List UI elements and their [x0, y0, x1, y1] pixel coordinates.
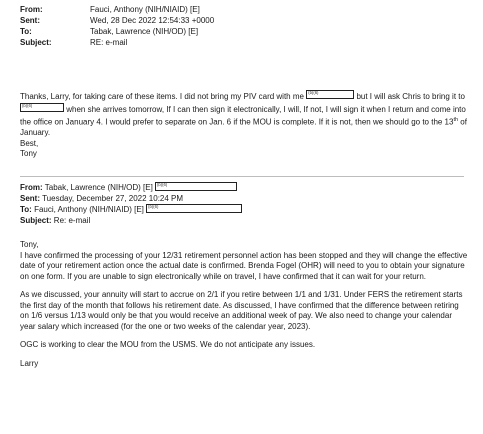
subject-value: RE: e-mail	[90, 38, 128, 47]
reply-text-5: not, I will sign it when I return and come into the office on January 4. I would prefer to separate on Jan.	[20, 104, 466, 127]
reply-text-6: 6 if the MOU is complete. If it is not, then we should go to the 13	[226, 117, 454, 127]
redaction-box	[20, 103, 64, 112]
header-subject-row	[20, 216, 242, 227]
sent-label: Sent:	[20, 193, 40, 203]
sent-value: Wed, 28 Dec 2022 12:54:33 +0000	[90, 16, 215, 25]
paragraph-1: I have confirmed the processing of your 12/31 retirement personnel action has been stopped and they will change the effective date of your retirement action once the actual date is confirmed. Brenda Fogel (OHR) will need to you to obtain your signature on one form. If you are unable to sign electronically while on travel, I have confirmed that it can wait for your return.	[20, 250, 468, 281]
header-subject-row	[20, 37, 214, 48]
reply-body	[20, 90, 468, 160]
sent-label: Sent:	[20, 16, 40, 25]
redaction-box	[155, 182, 237, 191]
reply-text-1: Thanks, Larry, for taking care of these items. I did not bring my PIV card with me	[20, 92, 304, 101]
reply-text-3: ask Chris to bring it to	[387, 92, 465, 101]
separator-line	[20, 176, 464, 177]
redaction-code: (b)(6)	[22, 102, 33, 108]
to-label: To:	[20, 205, 32, 214]
to-label: To:	[20, 27, 32, 36]
email-header-original	[20, 182, 242, 226]
original-body	[20, 240, 468, 369]
reply-text-4: when she arrives tomorrow, If I can then sign it electronically, I will, If	[66, 104, 308, 114]
greeting: Tony,	[20, 240, 39, 249]
redaction-code: (b)(6)	[157, 182, 168, 187]
header-from-row	[20, 4, 214, 15]
email-header-reply	[20, 4, 214, 48]
from-label: From:	[20, 183, 43, 192]
ordinal-suffix: th	[453, 117, 459, 123]
closing: Best,	[20, 138, 39, 148]
header-sent-row	[20, 194, 242, 205]
redaction-code: (b)(6)	[148, 204, 159, 209]
from-value: Tabak, Lawrence (NIH/OD) [E]	[44, 183, 153, 192]
paragraph-3: OGC is working to clear the MOU from the USMS. We do not anticipate any issues.	[20, 340, 316, 349]
from-value: Fauci, Anthony (NIH/NIAID) [E]	[90, 5, 200, 14]
subject-value: Re: e-mail	[53, 215, 91, 225]
to-value: Tabak, Lawrence (NIH/OD) [E]	[90, 27, 199, 36]
header-sent-row	[20, 15, 214, 26]
reply-paragraph	[20, 90, 468, 139]
subject-label: Subject:	[20, 38, 52, 47]
redaction-box	[146, 204, 242, 213]
header-from-row	[20, 182, 242, 194]
reply-text-7: of January.	[20, 117, 467, 138]
header-to-row	[20, 26, 214, 37]
redaction-box	[306, 90, 354, 99]
sent-value: Tuesday, December 27, 2022 10:24 PM	[42, 193, 184, 203]
subject-label: Subject:	[20, 215, 52, 225]
signature: Tony	[20, 149, 37, 159]
signoff: Larry	[20, 358, 39, 368]
redaction-code: (b)(6)	[308, 90, 319, 95]
reply-text-2: but I will	[356, 92, 386, 101]
header-to-row	[20, 204, 242, 216]
paragraph-2: As we discussed, your annuity will start to accrue on 2/1 if you retire between 1/1 and 1/31. Under FERS the retirement starts the first day of the month that follows his retirement date. As discussed, I have confirmed that the difference between retiring on 1/6 versus 1/13 would only be that you would receive an additional week of pay. We also need to change your calendar year salary which increased (for the one or two weeks of the calendar year, 2023).	[20, 290, 463, 331]
to-value: Fauci, Anthony (NIH/NIAID) [E]	[34, 205, 144, 214]
from-label: From:	[20, 5, 43, 14]
